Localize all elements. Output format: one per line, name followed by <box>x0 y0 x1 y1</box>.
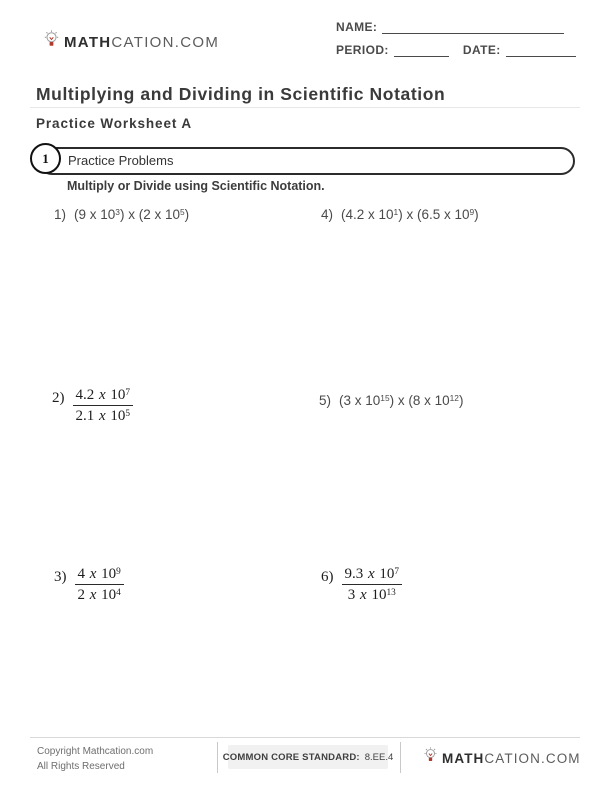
exponent: 9 <box>469 207 475 218</box>
footer-separator-left <box>217 742 218 773</box>
exponent: 9 <box>116 566 121 577</box>
fraction-numerator: 9.3 x $10^7$ <box>342 566 403 585</box>
exponent: 12 <box>449 393 459 404</box>
fraction-denominator: 3 x $10^{13}$ <box>347 587 396 603</box>
lightbulb-icon <box>424 747 437 769</box>
copyright-line-1: Copyright Mathcation.com <box>37 746 154 757</box>
problem-expression <box>342 566 403 604</box>
problem-4 <box>321 207 479 222</box>
standard-value: 8.EE.4 <box>364 751 394 763</box>
footer-divider <box>30 737 580 738</box>
logo-rest: CATION.COM <box>111 33 220 51</box>
problem-number: 5) <box>319 393 332 408</box>
problem-expression <box>73 387 134 425</box>
lightbulb-icon <box>44 30 59 54</box>
problem-expression: (4.2 x $10^1$) x (6.5 x $10^9$) <box>341 207 479 222</box>
header-logo <box>44 30 219 54</box>
logo-bold: MATH <box>442 750 485 766</box>
problem-expression: (3 x $10^{15}$) x (8 x $10^{12}$) <box>339 393 464 408</box>
title-divider <box>30 107 580 108</box>
problem-6 <box>321 566 402 604</box>
exponent: 15 <box>380 393 390 404</box>
footer-logo <box>424 747 581 769</box>
exponent: 3 <box>115 207 120 218</box>
student-fields <box>336 20 576 66</box>
logo-wordmark <box>64 34 219 51</box>
exponent: 5 <box>125 408 131 419</box>
date-field <box>506 43 576 57</box>
problem-number: 1) <box>54 207 67 222</box>
logo-rest: CATION.COM <box>484 750 581 766</box>
common-core-badge <box>222 745 394 769</box>
name-label: NAME: <box>336 20 378 34</box>
logo-bold: MATH <box>64 33 112 51</box>
exponent: 1 <box>393 207 399 218</box>
period-date-row <box>336 43 576 57</box>
problem-2 <box>52 387 133 425</box>
problem-3 <box>54 566 124 604</box>
worksheet-subtitle: Practice Worksheet A <box>36 116 193 131</box>
exponent: 7 <box>125 387 131 398</box>
fraction-denominator: 2.1 x $10^5$ <box>75 408 131 424</box>
fraction-denominator: 2 x $10^4$ <box>77 587 121 603</box>
problem-number: 3) <box>54 569 67 585</box>
section-number-badge: 1 <box>30 143 61 174</box>
exponent: 5 <box>179 207 185 218</box>
exponent: 13 <box>386 587 396 598</box>
copyright-text <box>37 744 153 774</box>
fraction-numerator: 4 x $10^9$ <box>75 566 124 585</box>
name-row <box>336 20 576 34</box>
footer-separator-right <box>400 742 401 773</box>
standard-label: COMMON CORE STANDARD: <box>222 751 360 763</box>
instructions-text: Multiply or Divide using Scientific Notation. <box>67 179 325 193</box>
logo-wordmark <box>442 751 581 766</box>
problem-number: 6) <box>321 569 334 585</box>
name-field <box>382 20 564 34</box>
exponent: 4 <box>116 587 121 598</box>
problem-5 <box>319 393 463 408</box>
problem-number: 4) <box>321 207 334 222</box>
page-title: Multiplying and Dividing in Scientific Notation <box>36 84 446 104</box>
section-bar <box>38 147 575 175</box>
period-label: PERIOD: <box>336 43 389 57</box>
section-label: Practice Problems <box>68 153 174 168</box>
problem-number: 2) <box>52 390 65 406</box>
copyright-line-2: All Rights Reserved <box>37 761 125 772</box>
fraction-numerator: 4.2 x $10^7$ <box>73 387 134 406</box>
problem-expression: (9 x $10^3$) x (2 x $10^5$) <box>74 207 190 222</box>
period-field <box>394 43 449 57</box>
problem-expression <box>75 566 124 604</box>
problem-1 <box>54 207 189 222</box>
exponent: 7 <box>394 566 400 577</box>
date-label: DATE: <box>462 43 501 57</box>
